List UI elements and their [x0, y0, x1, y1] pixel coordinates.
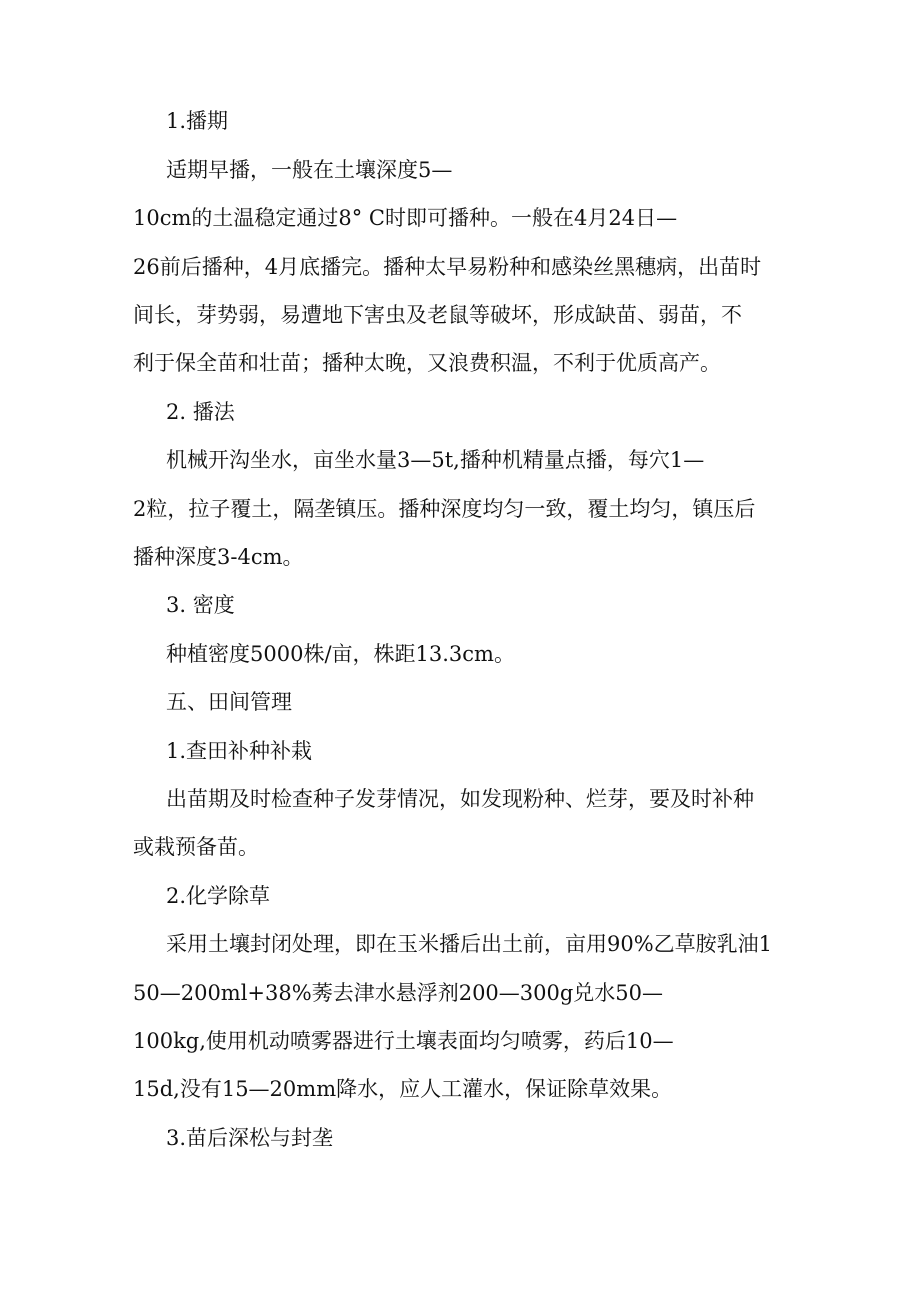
paragraph-line: 15d,没有15—20mm降水，应人工灌水，保证除草效果。	[133, 1077, 673, 1101]
paragraph-line: 100kg,使用机动喷雾器进行土壤表面均匀喷雾，药后10—	[133, 1029, 674, 1053]
paragraph-line: 出苗期及时检查种子发芽情况，如发现粉种、烂芽，要及时补种	[166, 787, 754, 811]
heading-replanting: 1.查田补种补栽	[166, 739, 313, 763]
paragraph-line: 间长，芽势弱，易遭地下害虫及老鼠等破坏，形成缺苗、弱苗，不	[133, 303, 742, 327]
paragraph-line: 机械开沟坐水，亩坐水量3—5t,播种机精量点播，每穴1—	[166, 448, 705, 472]
paragraph-line: 2粒，拉子覆土，隔垄镇压。播种深度均匀一致，覆土均匀，镇压后	[133, 497, 756, 521]
paragraph-line: 利于保全苗和壮苗；播种太晚，又浪费积温，不利于优质高产。	[133, 351, 721, 375]
paragraph-line: 或栽预备苗。	[133, 835, 259, 859]
heading-field-management: 五、田间管理	[166, 690, 292, 714]
heading-sowing-method: 2. 播法	[166, 400, 235, 424]
paragraph-line: 10cm的土温稳定通过8° C时即可播种。一般在4月24日—	[133, 206, 678, 230]
paragraph-line: 播种深度3-4cm。	[133, 545, 304, 569]
heading-deep-loosening: 3.苗后深松与封垄	[166, 1126, 334, 1150]
paragraph-line: 种植密度5000株/亩，株距13.3cm。	[166, 642, 515, 666]
paragraph-line: 适期早播，一般在土壤深度5—	[166, 158, 453, 182]
paragraph-line: 26前后播种，4月底播完。播种太早易粉种和感染丝黑穗病，出苗时	[133, 255, 762, 279]
paragraph-line: 50—200ml+38%莠去津水悬浮剂200—300g兑水50—	[133, 981, 664, 1005]
heading-sowing-period: 1.播期	[166, 109, 229, 133]
heading-density: 3. 密度	[166, 593, 235, 617]
heading-chemical-weeding: 2.化学除草	[166, 884, 271, 908]
paragraph-line: 采用土壤封闭处理，即在玉米播后出土前，亩用90%乙草胺乳油1	[166, 932, 773, 956]
